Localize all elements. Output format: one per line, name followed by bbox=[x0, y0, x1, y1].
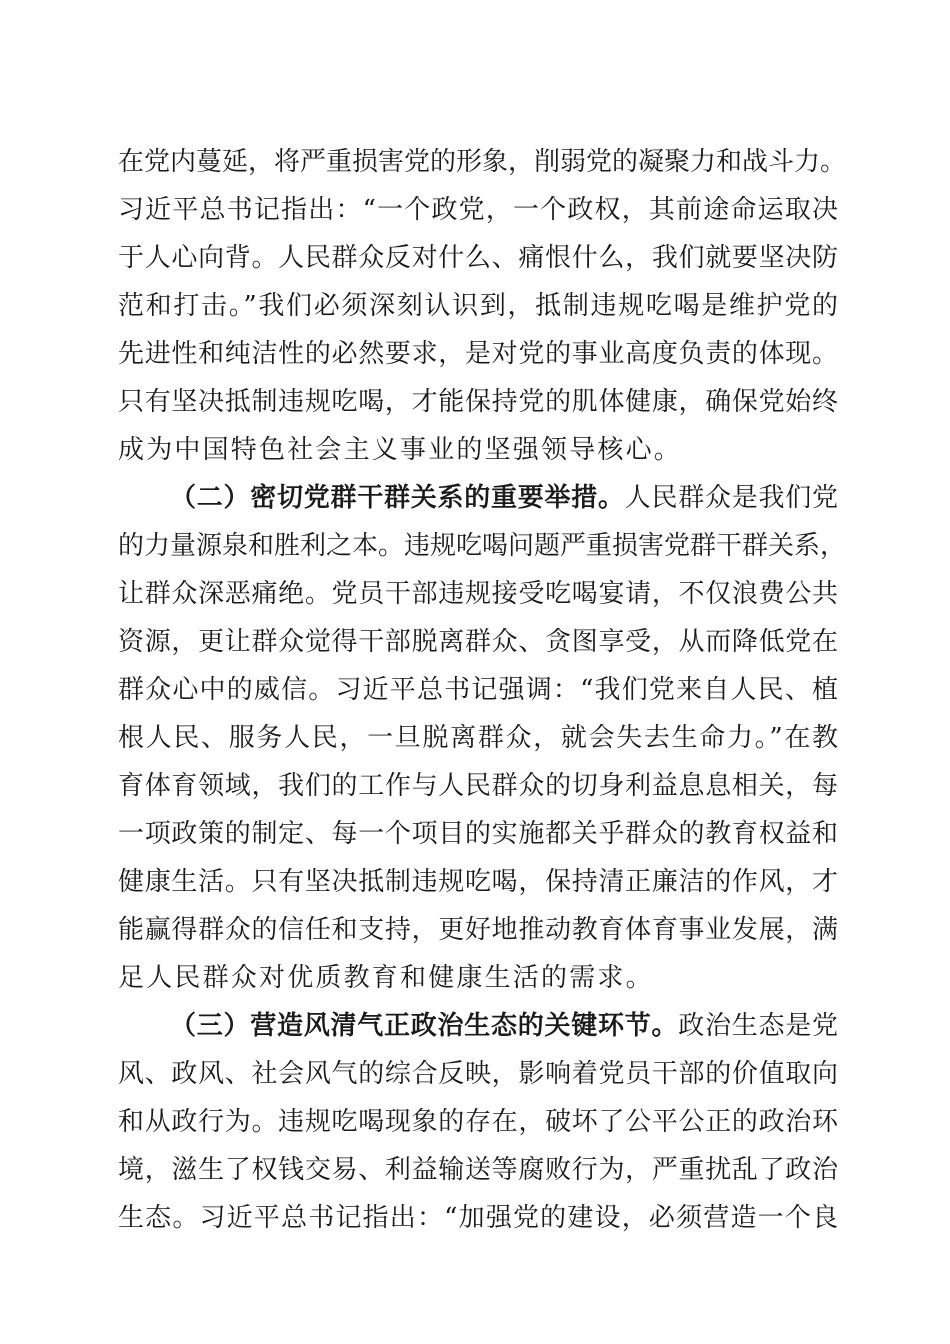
text-line: 成为中国特色社会主义事业的坚强领导核心。 bbox=[118, 435, 683, 465]
section-heading: （三）营造风清气正政治生态的关键环节。 bbox=[170, 1011, 679, 1041]
text-run: 政治生态是党 bbox=[678, 1011, 838, 1041]
text-line: 足人民群众对优质教育和健康生活的需求。 bbox=[118, 963, 654, 993]
text-line: 于人心向背。人民群众反对什么、痛恨什么，我们就要坚决防 bbox=[118, 243, 838, 273]
text-line: 群众心中的威信。习近平总书记强调：“我们党来自人民、植 bbox=[118, 675, 838, 705]
text-line: 一项政策的制定、每一个项目的实施都关乎群众的教育权益和 bbox=[118, 819, 838, 849]
text-line: 根人民、服务人民，一旦脱离群众，就会失去生命力。”在教 bbox=[118, 723, 838, 753]
text-line: 资源，更让群众觉得干部脱离群众、贪图享受，从而降低党在 bbox=[118, 627, 838, 657]
text-run: 人民群众是我们党 bbox=[624, 483, 838, 513]
section-heading-line bbox=[170, 478, 838, 518]
text-line: 只有坚决抵制违规吃喝，才能保持党的肌体健康，确保党始终 bbox=[118, 387, 838, 417]
text-line: 生态。习近平总书记指出：“加强党的建设，必须营造一个良 bbox=[118, 1203, 838, 1233]
text-line: 健康生活。只有坚决抵制违规吃喝，保持清正廉洁的作风，才 bbox=[118, 867, 838, 897]
text-line: 让群众深恶痛绝。党员干部违规接受吃喝宴请，不仅浪费公共 bbox=[118, 579, 838, 609]
text-line: 习近平总书记指出：“一个政党，一个政权，其前途命运取决 bbox=[118, 195, 838, 225]
section-heading: （二）密切党群干群关系的重要举措。 bbox=[170, 483, 625, 513]
text-line: 和从政行为。违规吃喝现象的存在，破坏了公平公正的政治环 bbox=[118, 1107, 838, 1137]
text-line: 先进性和纯洁性的必然要求，是对党的事业高度负责的体现。 bbox=[118, 339, 838, 369]
text-line: 的力量源泉和胜利之本。违规吃喝问题严重损害党群干群关系， bbox=[118, 531, 847, 561]
text-line: 风、政风、社会风气的综合反映，影响着党员干部的价值取向 bbox=[118, 1059, 838, 1089]
text-line: 能赢得群众的信任和支持，更好地推动教育体育事业发展，满 bbox=[118, 915, 838, 945]
text-line: 范和打击。”我们必须深刻认识到，抵制违规吃喝是维护党的 bbox=[118, 291, 838, 321]
text-line: 在党内蔓延，将严重损害党的形象，削弱党的凝聚力和战斗力。 bbox=[118, 147, 847, 177]
text-line: 境，滋生了权钱交易、利益输送等腐败行为，严重扰乱了政治 bbox=[118, 1155, 838, 1185]
text-line: 育体育领域，我们的工作与人民群众的切身利益息息相关，每 bbox=[118, 771, 838, 801]
section-heading-line bbox=[170, 1006, 838, 1046]
